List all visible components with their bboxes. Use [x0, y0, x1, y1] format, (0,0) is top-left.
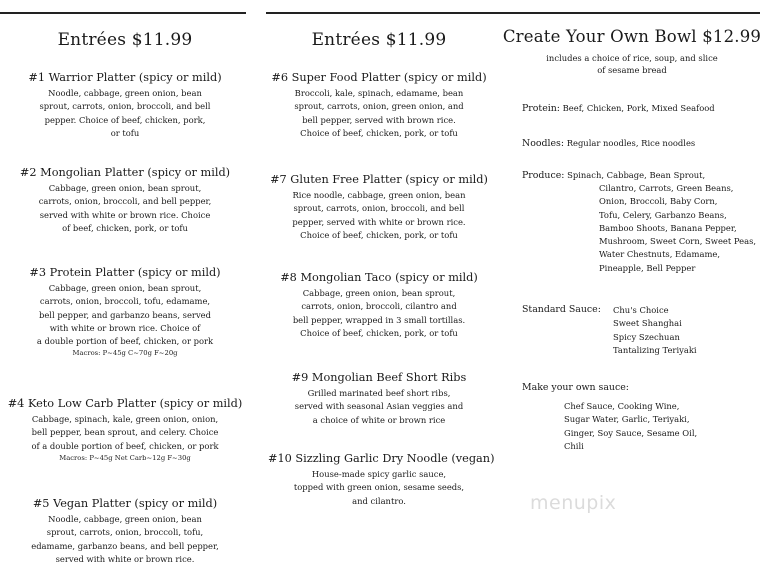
item-title: #4 Keto Low Carb Platter (spicy or mild)	[7, 397, 243, 410]
menu-item-keto-low-carb-platter	[0, 396, 250, 463]
sauce-item: Spicy Szechuan	[613, 331, 680, 342]
protein-options	[522, 102, 760, 115]
bowl-subtitle: includes a choice of rice, soup, and slice of sesame bread	[546, 53, 718, 75]
section-heading: Entrées $11.99	[311, 30, 447, 50]
option-label: Produce:	[522, 170, 565, 181]
menu-item-gluten-free-platter	[268, 172, 490, 242]
make-your-own-sauce-list: Chef Sauce, Cooking Wine, Sugar Water, Garlic, Teriyaki, Ginger, Soy Sauce, Sesame Oil, Chili	[564, 401, 698, 451]
item-description: Broccoli, kale, spinach, edamame, bean sprout, carrots, onion, green onion, and bell pepper, served with brown rice. Choice of beef, chicken, pork, or tofu	[294, 88, 464, 138]
option-value: Beef, Chicken, Pork, Mixed Seafood	[562, 103, 715, 113]
entrees-column-middle	[268, 0, 495, 586]
sauce-item: Sweet Shanghai	[613, 318, 682, 329]
item-description: Cabbage, green onion, bean sprout, carrots, onion, broccoli, tofu, edamame, bell pepper, and garbanzo beans, served with white or brown rice. Choice of a double portion of beef, chicken, or pork	[36, 283, 214, 347]
menu-item-vegan-platter	[0, 496, 250, 566]
item-title: #1 Warrior Platter (spicy or mild)	[28, 71, 222, 84]
item-title: #7 Gluten Free Platter (spicy or mild)	[270, 173, 488, 186]
menupix-watermark: menupix	[530, 492, 617, 514]
item-description: Grilled marinated beef short ribs, served with seasonal Asian veggies and a choice of white or brown rice	[294, 388, 464, 425]
entrees-column-left	[0, 0, 250, 586]
item-macros: Macros: P~45g Net Carb~12g F~30g	[59, 453, 191, 462]
item-title: #6 Super Food Platter (spicy or mild)	[271, 71, 487, 84]
item-macros: Macros: P~45g C~70g F~20g	[72, 349, 178, 358]
menu-item-mongolian-platter	[0, 165, 250, 235]
option-label: Protein:	[522, 103, 560, 114]
menu-item-sizzling-garlic-dry-noodle	[268, 451, 495, 508]
item-description: Cabbage, green onion, bean sprout, carrots, onion, broccoli, and bell pepper, served with white or brown rice. Choice of beef, chicken, pork, or tofu	[38, 183, 212, 233]
make-your-own-sauce-options	[522, 381, 760, 394]
section-heading: Entrées $11.99	[57, 30, 193, 50]
standard-sauce-list	[613, 304, 697, 357]
item-title: #2 Mongolian Platter (spicy or mild)	[19, 166, 231, 179]
option-label: Standard Sauce:	[522, 304, 601, 315]
menu-item-mongolian-taco	[268, 270, 490, 340]
item-title: #9 Mongolian Beef Short Ribs	[291, 371, 467, 384]
item-title: #8 Mongolian Taco (spicy or mild)	[280, 271, 478, 284]
menu-item-protein-platter	[0, 265, 250, 358]
item-description: Rice noodle, cabbage, green onion, bean sprout, carrots, onion, broccoli, and bell pepper, served with white or brown rice. Choice of beef, chicken, pork, or tofu	[292, 190, 466, 240]
item-description: Noodle, cabbage, green onion, bean sprout, carrots, onion, broccoli, tofu, edamame, garbanzo beans, and bell pepper, served with white or brown rice.	[31, 514, 219, 564]
sauce-item: Tantalizing Teriyaki	[613, 344, 697, 355]
produce-list: Cilantro, Carrots, Green Beans, Onion, Broccoli, Baby Corn, Tofu, Celery, Garbanzo Beans, Bamboo Shoots, Banana Pepper, Mushroom, Sweet Corn, Sweet Peas, Water Chestnuts, Edamame, Pineapple, Bell Pepper	[599, 183, 757, 273]
option-value: Regular noodles, Rice noodles	[566, 138, 696, 148]
sauce-item: Chu's Choice	[613, 305, 669, 315]
item-description: Cabbage, green onion, bean sprout, carrots, onion, broccoli, cilantro and bell pepper, wrapped in 3 small tortillas. Choice of beef, chicken, pork, or tofu	[292, 288, 466, 338]
noodle-options	[522, 137, 760, 150]
menu-item-super-food-platter	[268, 70, 490, 140]
item-title: #5 Vegan Platter (spicy or mild)	[32, 497, 218, 510]
option-label: Noodles:	[522, 138, 565, 149]
produce-options: Produce: Spinach, Cabbage, Bean Sprout,	[522, 170, 706, 181]
option-label: Make your own sauce:	[522, 382, 629, 393]
item-title: #3 Protein Platter (spicy or mild)	[29, 266, 221, 279]
menu-item-warrior-platter	[0, 70, 250, 140]
section-heading: Create Your Own Bowl $12.99	[502, 27, 762, 46]
item-title: #10 Sizzling Garlic Dry Noodle (vegan)	[268, 452, 495, 465]
item-description: Cabbage, spinach, kale, green onion, onion, bell pepper, bean sprout, and celery. Choice of a double portion of beef, chicken, or pork	[31, 414, 219, 451]
menu-item-mongolian-beef-short-ribs	[268, 370, 490, 427]
item-description: House-made spicy garlic sauce, topped with green onion, sesame seeds, and cilantro.	[293, 469, 465, 506]
item-description: Noodle, cabbage, green onion, bean sprout, carrots, onion, broccoli, and bell pepper. Choice of beef, chicken, pork, or tofu	[39, 88, 211, 138]
